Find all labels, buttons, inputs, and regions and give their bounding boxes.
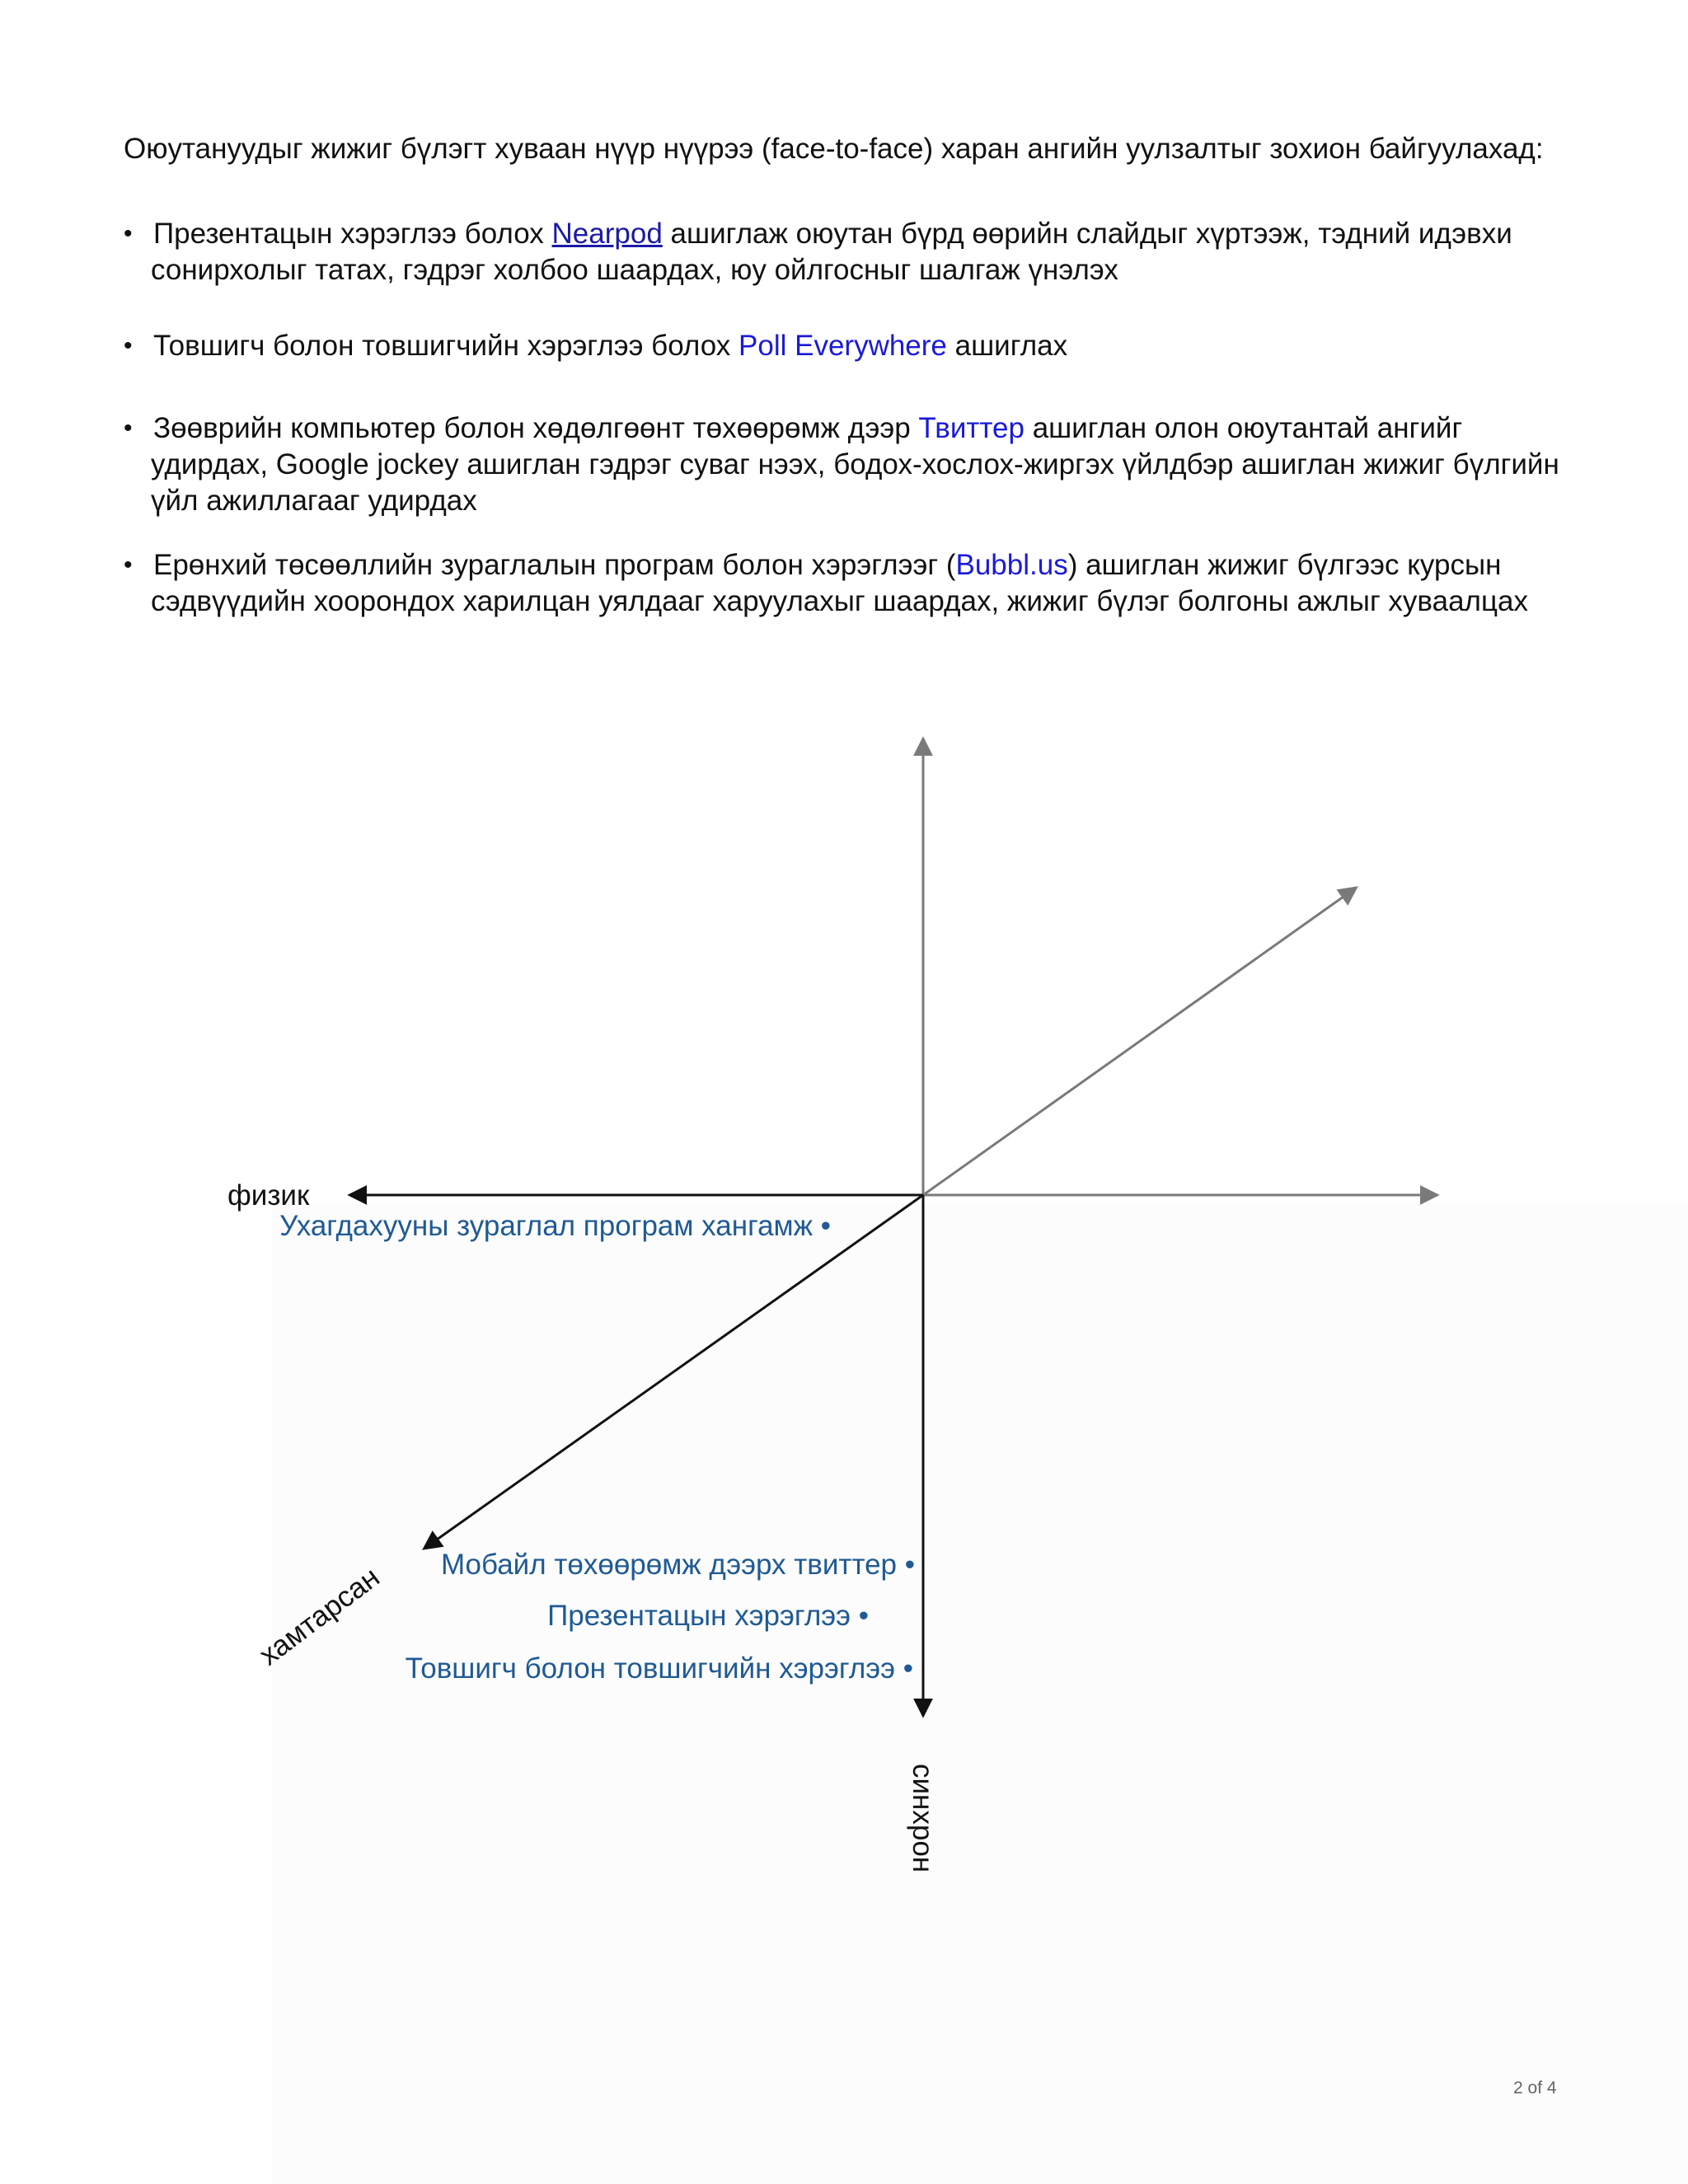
bullet-text: Ерөнхий төсөөллийн зураглалын програм болон хэрэглээг ( xyxy=(153,549,956,581)
bullet-text: сонирхолыг татах, гэдрэг холбоо шаардах, юу ойлгосныг шалгаж үнэлэх xyxy=(151,254,1118,286)
axis-up-right xyxy=(923,888,1355,1195)
poll-everywhere-link[interactable]: Poll Everywhere xyxy=(738,330,947,362)
bullet-text: Зөөврийн компьютер болон хөдөлгөөнт төхөөрөмж дээр xyxy=(153,412,919,444)
axis-label-physical: физик xyxy=(227,1179,310,1212)
bubbl-link[interactable]: Bubbl.us xyxy=(955,549,1068,581)
bullet-dot: • xyxy=(124,332,133,359)
tool-label-mobile-twitter: Мобайл төхөөрөмж дээрх твиттер • xyxy=(440,1549,915,1581)
tool-label-clicker: Товшигч болон товшигчийн хэрэглээ • xyxy=(405,1652,913,1685)
axis-label-collaborative: хамтарсан xyxy=(253,1561,386,1672)
bullet-text: ашиглан олон оюутантай ангийг xyxy=(1024,412,1463,444)
page-number: 2 of 4 xyxy=(1513,2079,1557,2097)
bullet-text: ашиглах xyxy=(946,330,1068,362)
bullet-text: үйл ажиллагааг удирдах xyxy=(151,485,477,517)
tool-label-mind-map: Ухагдахууны зураглал програм хангамж • xyxy=(279,1210,831,1242)
tool-label-presentation: Презентацын хэрэглээ • xyxy=(547,1600,869,1632)
bullet-dot: • xyxy=(124,415,133,442)
twitter-link[interactable]: Твиттер xyxy=(918,412,1025,444)
bullet-text: удирдах, Google jockey ашиглан гэдрэг суваг нээх, бодох-хослох-жиргэх үйлдбэр ашиглан жижиг бүлгийн xyxy=(151,448,1559,480)
axis-label-synchronous: синхрон xyxy=(907,1764,939,1873)
bullet-dot: • xyxy=(124,220,133,247)
intro-paragraph: Оюутануудыг жижиг бүлэгт хуваан нүүр нүүрээ (face-to-face) харан ангийн уулзалтыг зохион байгуулахад: xyxy=(124,133,1544,165)
bullet-text: ) ашиглан жижиг бүлгээс курсын xyxy=(1067,549,1502,581)
bullet-text: ашиглаж оюутан бүрд өөрийн слайдыг хүртээж, тэдний идэвхи xyxy=(662,218,1512,250)
bullet-text: сэдвүүдийн хоорондох харилцан уялдааг харуулахыг шаардах, жижиг бүлэг болгоны ажлыг хуваалцах xyxy=(151,585,1528,617)
axis-collaborative xyxy=(425,1195,923,1548)
nearpod-link[interactable]: Nearpod xyxy=(551,218,663,250)
bullet-text: Презентацын хэрэглээ болох xyxy=(153,218,552,250)
bullet-dot: • xyxy=(124,551,133,579)
bullet-text: Товшигч болон товшигчийн хэрэглээ болох xyxy=(153,330,739,362)
